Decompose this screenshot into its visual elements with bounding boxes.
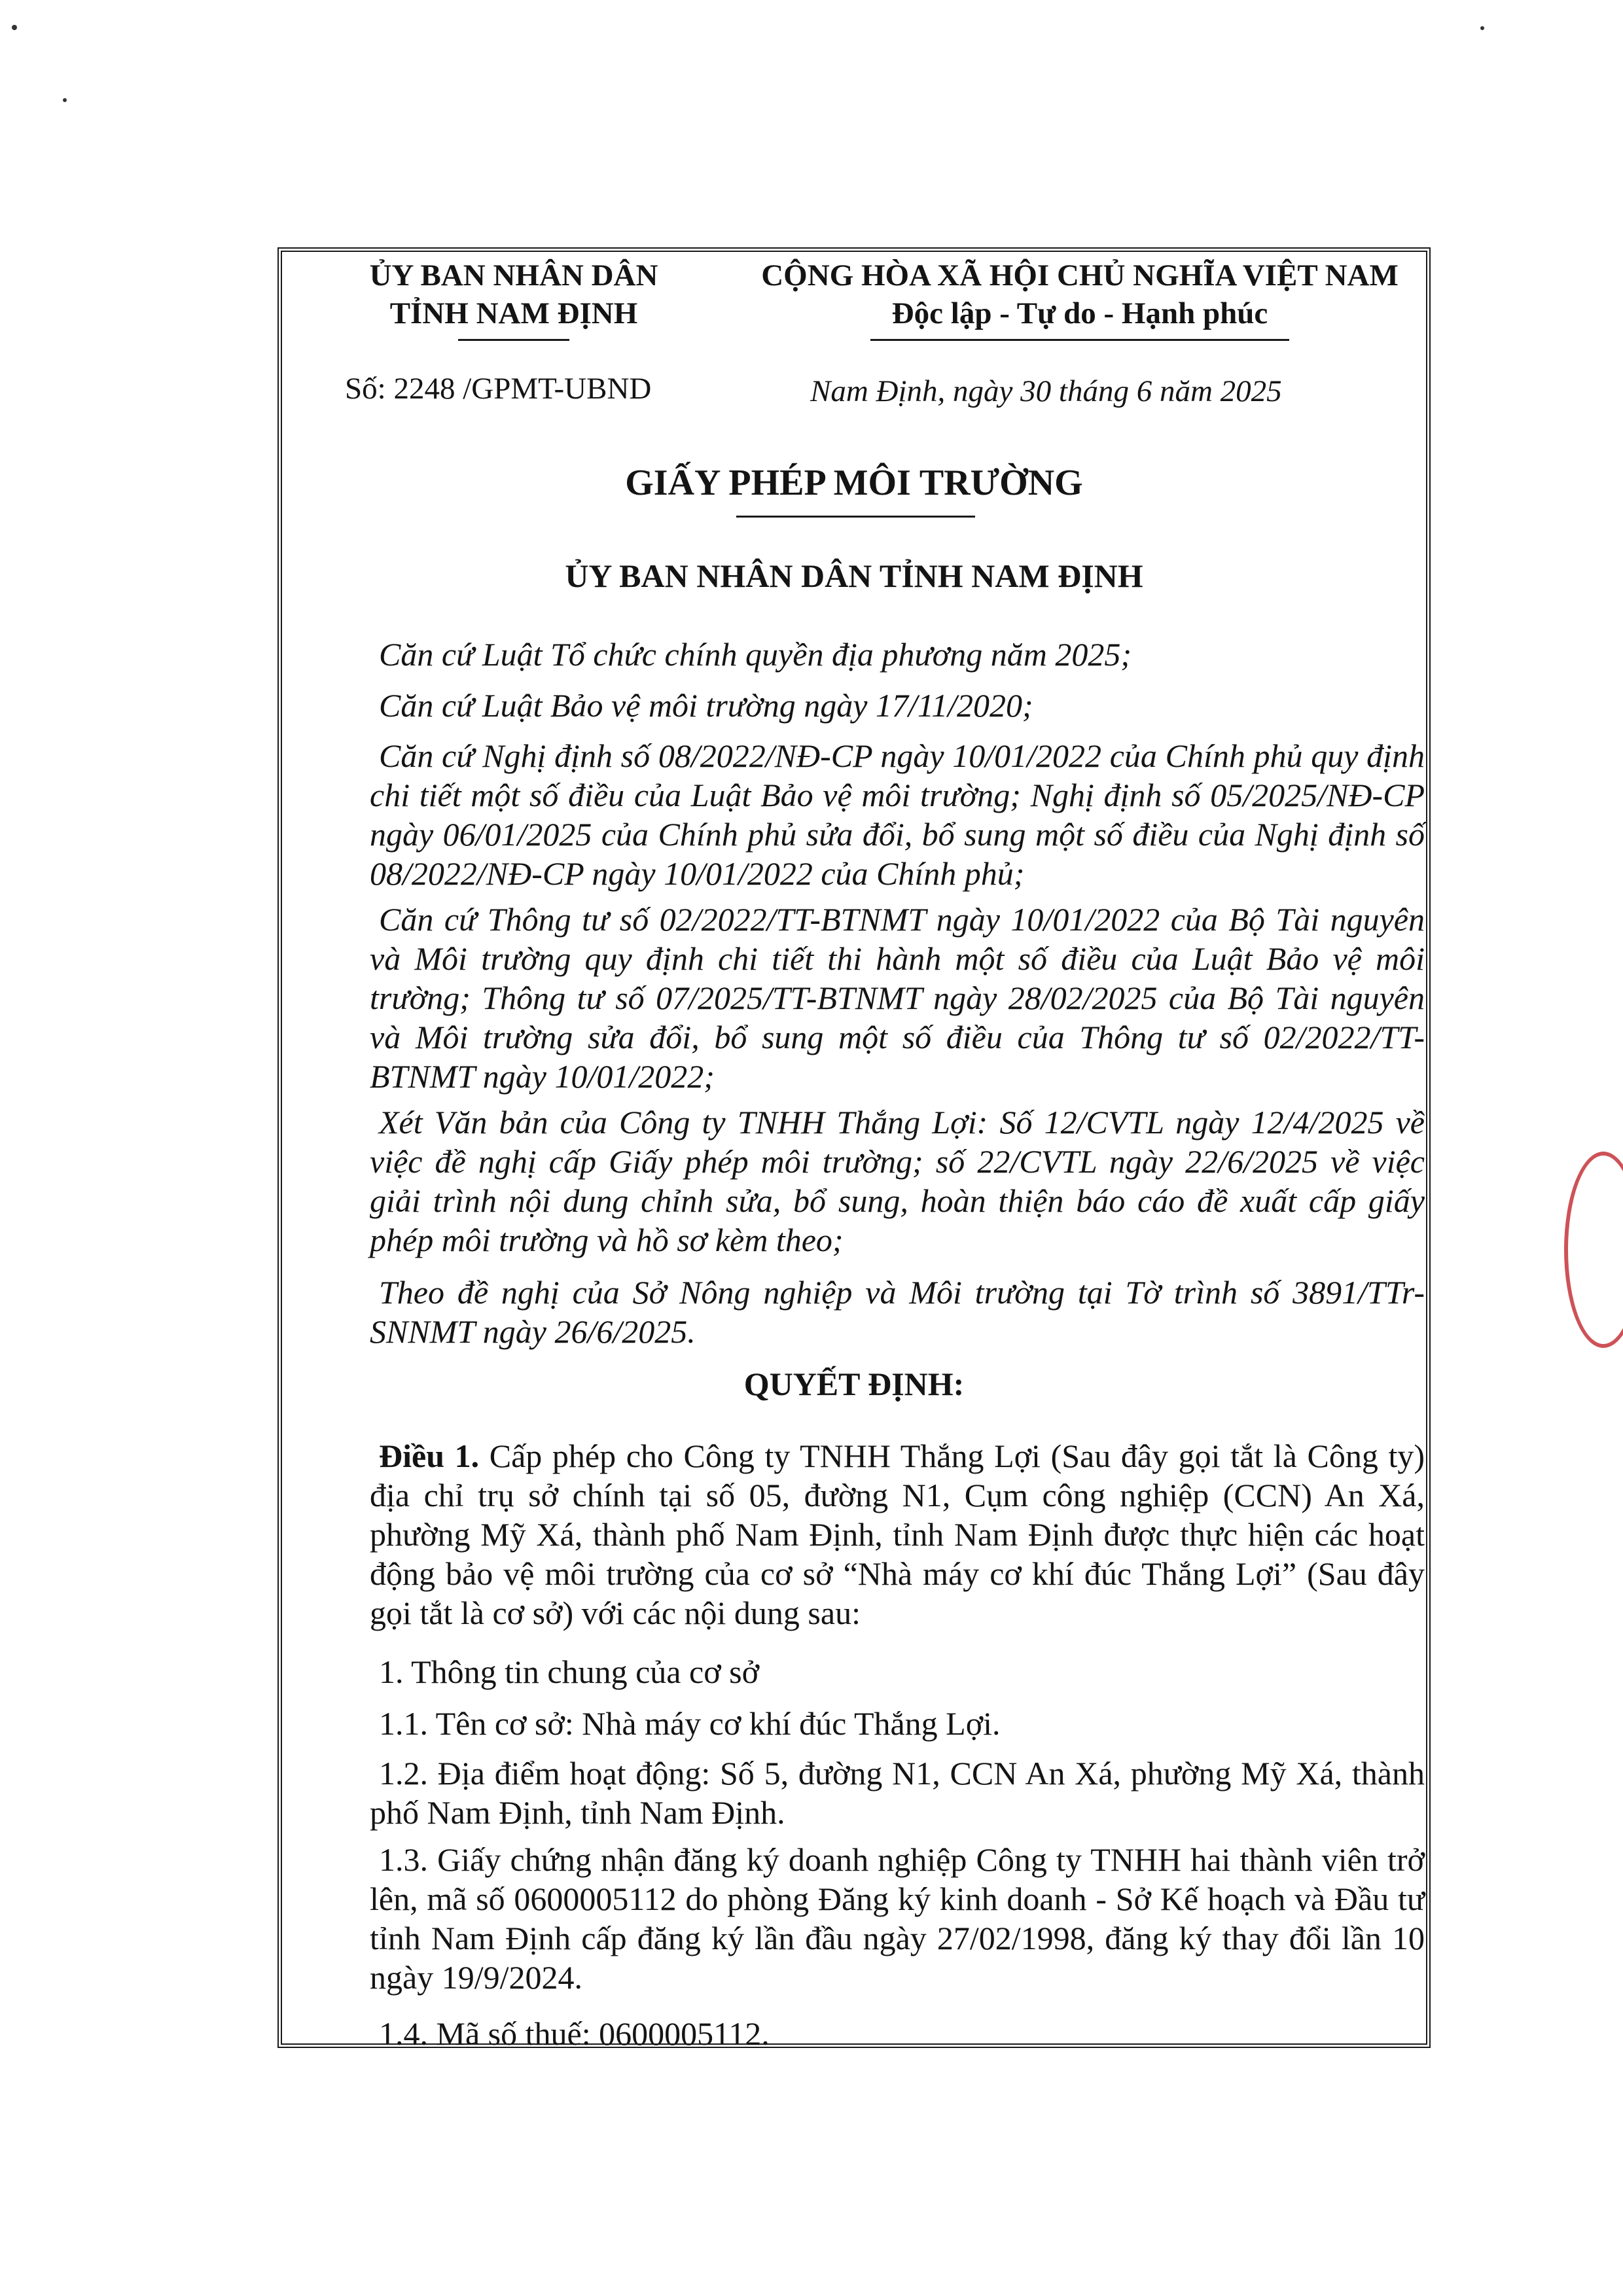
decision-heading: QUYẾT ĐỊNH: <box>743 1366 965 1402</box>
item-business-registration: 1.3. Giấy chứng nhận đăng ký doanh nghiệp Công ty TNHH hai thành viên trở lên, mã số 0600005112 do phòng Đăng ký kinh doanh - Sở Kế hoạch và Đầu tư tỉnh Nam Định cấp đăng ký lần đầu ngày 27/02/1998, đăng ký thay đổi lần 10 ngày 19/9/2024. <box>370 1841 1425 1996</box>
document-title: GIẤY PHÉP MÔI TRƯỜNG <box>625 463 1083 503</box>
item-general-info: 1. Thông tin chung của cơ sở <box>379 1653 760 1690</box>
national-title: CỘNG HÒA XÃ HỘI CHỦ NGHĨA VIỆT NAM <box>761 258 1399 292</box>
agency-name-line2: TỈNH NAM ĐỊNH <box>389 296 638 330</box>
article-1 <box>370 1436 1425 1633</box>
item-tax-code: 1.4. Mã số thuế: 0600005112. <box>379 2015 770 2052</box>
national-motto: Độc lập - Tự do - Hạnh phúc <box>891 296 1268 330</box>
red-seal-edge <box>1564 1152 1623 1348</box>
article-1-label: Điều 1. <box>379 1438 480 1474</box>
place-and-date: Nam Định, ngày 30 tháng 6 năm 2025 <box>810 374 1282 408</box>
scan-speck <box>1480 26 1484 30</box>
motto-underline <box>870 339 1289 341</box>
item-location: 1.2. Địa điểm hoạt động: Số 5, đường N1, CCN An Xá, phường Mỹ Xá, thành phố Nam Định, tỉnh Nam Định. <box>370 1755 1425 1831</box>
legal-basis-1: Căn cứ Luật Tổ chức chính quyền địa phương năm 2025; <box>379 636 1132 673</box>
legal-basis-2: Căn cứ Luật Bảo vệ môi trường ngày 17/11/2020; <box>379 687 1033 724</box>
legal-basis-3: Căn cứ Nghị định số 08/2022/NĐ-CP ngày 10/01/2022 của Chính phủ quy định chi tiết một số điều của Luật Bảo vệ môi trường; Nghị định số 05/2025/NĐ-CP ngày 06/01/2025 của Chính phủ sửa đổi, bổ sung một số điều của Nghị định số 08/2022/NĐ-CP ngày 10/01/2022 của Chính phủ; <box>370 737 1425 892</box>
document-number: Số: 2248 /GPMT-UBND <box>345 372 652 406</box>
issuer-heading: ỦY BAN NHÂN DÂN TỈNH NAM ĐỊNH <box>565 557 1143 594</box>
scan-speck <box>63 98 67 102</box>
agency-underline <box>458 339 569 341</box>
article-1-text: Cấp phép cho Công ty TNHH Thắng Lợi (Sau đây gọi tắt là Công ty) địa chỉ trụ sở chính tại số 05, đường N1, Cụm công nghiệp (CCN) An Xá, phường Mỹ Xá, thành phố Nam Định, tỉnh Nam Định được thực hiện các hoạt động bảo vệ môi trường của cơ sở “Nhà máy cơ khí đúc Thắng Lợi” (Sau đây gọi tắt là cơ sở) với các nội dung sau: <box>370 1438 1425 1631</box>
scan-speck <box>12 25 17 30</box>
legal-basis-5: Xét Văn bản của Công ty TNHH Thắng Lợi: Số 12/CVTL ngày 12/4/2025 về việc đề nghị cấp Giấy phép môi trường; số 22/CVTL ngày 22/6/2025 về việc giải trình nội dung chỉnh sửa, bổ sung, hoàn thiện báo cáo đề xuất cấp giấy phép môi trường và hồ sơ kèm theo; <box>370 1104 1425 1258</box>
agency-name-line1: ỦY BAN NHÂN DÂN <box>369 258 658 292</box>
legal-basis-6: Theo đề nghị của Sở Nông nghiệp và Môi trường tại Tờ trình số 3891/TTr-SNNMT ngày 26/6/2025. <box>370 1274 1425 1350</box>
title-underline <box>736 516 975 518</box>
item-facility-name: 1.1. Tên cơ sở: Nhà máy cơ khí đúc Thắng Lợi. <box>379 1705 1001 1742</box>
legal-basis-4: Căn cứ Thông tư số 02/2022/TT-BTNMT ngày 10/01/2022 của Bộ Tài nguyên và Môi trường quy định chi tiết thi hành một số điều của Luật Bảo vệ môi trường; Thông tư số 07/2025/TT-BTNMT ngày 28/02/2025 của Bộ Tài nguyên và Môi trường sửa đổi, bổ sung một số điều của Thông tư số 02/2022/TT-BTNMT ngày 10/01/2022; <box>370 901 1425 1095</box>
